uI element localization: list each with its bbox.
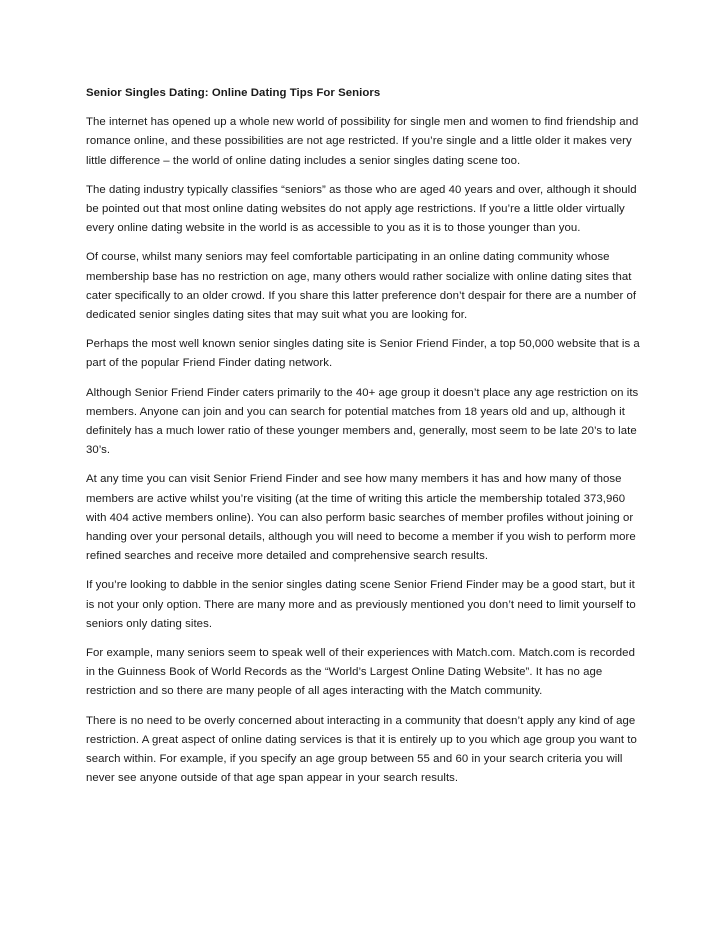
paragraph-age-search: There is no need to be overly concerned about interacting in a community that doesn’t apply any kind of age restriction. A great aspect of online dating services is that it is entirely up to you which age group you want to search within. For example, if you specify an age group between 55 and 60 in your search criteria you will never see anyone outside of that age span appear in your search results. xyxy=(86,714,637,785)
paragraph-other-options: If you’re looking to dabble in the senior singles dating scene Senior Friend Finder may be a good start, but it is not your only option. There are many more and as previously mentioned you don’t need to limit yourself to seniors only dating sites. xyxy=(86,579,636,630)
paragraph-senior-friend-finder: Perhaps the most well known senior singles dating site is Senior Friend Finder, a top 50,000 website that is a part of the popular Friend Finder dating network. xyxy=(86,338,640,370)
paragraph-age-restriction: Although Senior Friend Finder caters primarily to the 40+ age group it doesn’t place any age restriction on its members. Anyone can join and you can search for potential matches from 18 years old and up, although it definitely has a much lower ratio of these younger members and, generally, most seem to be late 20’s to late 30’s. xyxy=(86,386,639,457)
paragraph-dedicated-sites: Of course, whilst many seniors may feel comfortable participating in an online dating community whose membership base has no restriction on age, many others would rather socialize with online dating sites that cater specifically to an older crowd. If you share this latter preference don’t despair for there are a number of dedicated senior singles dating sites that may suit what you are looking for. xyxy=(86,251,637,322)
document-title: Senior Singles Dating: Online Dating Tips For Seniors xyxy=(86,87,381,99)
paragraph-membership: At any time you can visit Senior Friend Finder and see how many members it has and how many of those members are active whilst you’re visiting (at the time of writing this article the membership totaled 373,960 with 404 active members online). You can also perform basic searches of member profiles without joining or handing over your personal details, although you will need to become a member if you wish to perform more refined searches and receive more detailed and comprehensive search results. xyxy=(86,473,636,563)
paragraph-match-com: For example, many seniors seem to speak well of their experiences with Match.com. Match.com is recorded in the Guinness Book of World Records as the “World’s Largest Online Dating Website”. It has no age restriction and so there are many people of all ages interacting with the Match community. xyxy=(86,647,635,698)
paragraph-intro: The internet has opened up a whole new world of possibility for single men and women to find friendship and romance online, and these possibilities are not age restricted. If you’re single and a little older it makes very little difference – the world of online dating includes a senior singles dating scene too. xyxy=(86,116,639,167)
document-body xyxy=(86,84,646,799)
paragraph-seniors-definition: The dating industry typically classifies “seniors” as those who are aged 40 years and over, although it should be pointed out that most online dating websites do not apply age restrictions. If you’re a little older virtually every online dating website in the world is as accessible to you as it is to those younger than you. xyxy=(86,183,637,235)
